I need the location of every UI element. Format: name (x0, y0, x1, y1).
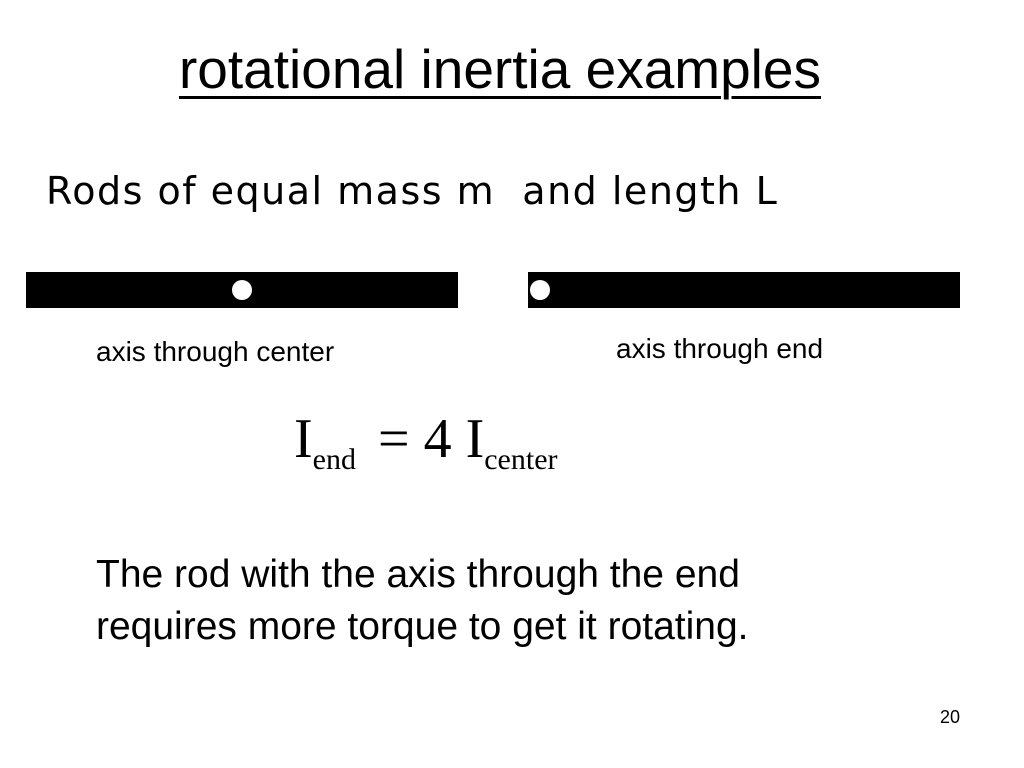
rod-end-axis (528, 272, 960, 308)
body-line: requires more torque to get it rotating. (96, 605, 749, 648)
pivot-dot-center (232, 280, 252, 300)
slide-subtitle: Rods of equal mass m and length L (46, 169, 779, 213)
inertia-equation (294, 404, 558, 474)
page-number: 20 (940, 707, 961, 727)
body-text (96, 549, 749, 653)
pivot-dot-end (530, 280, 550, 300)
eq-lhs-symbol: I (294, 408, 313, 470)
eq-rhs-symbol: I (465, 408, 485, 470)
body-line: The rod with the axis through the end (96, 553, 740, 596)
eq-lhs-subscript: end (312, 443, 356, 476)
eq-rhs-subscript: center (484, 443, 558, 476)
label-axis-end: axis through end (616, 333, 824, 364)
label-axis-center: axis through center (96, 336, 335, 367)
rod-center-axis (26, 272, 458, 308)
slide-title: rotational inertia examples (178, 38, 821, 100)
eq-operator: = 4 (377, 408, 452, 470)
